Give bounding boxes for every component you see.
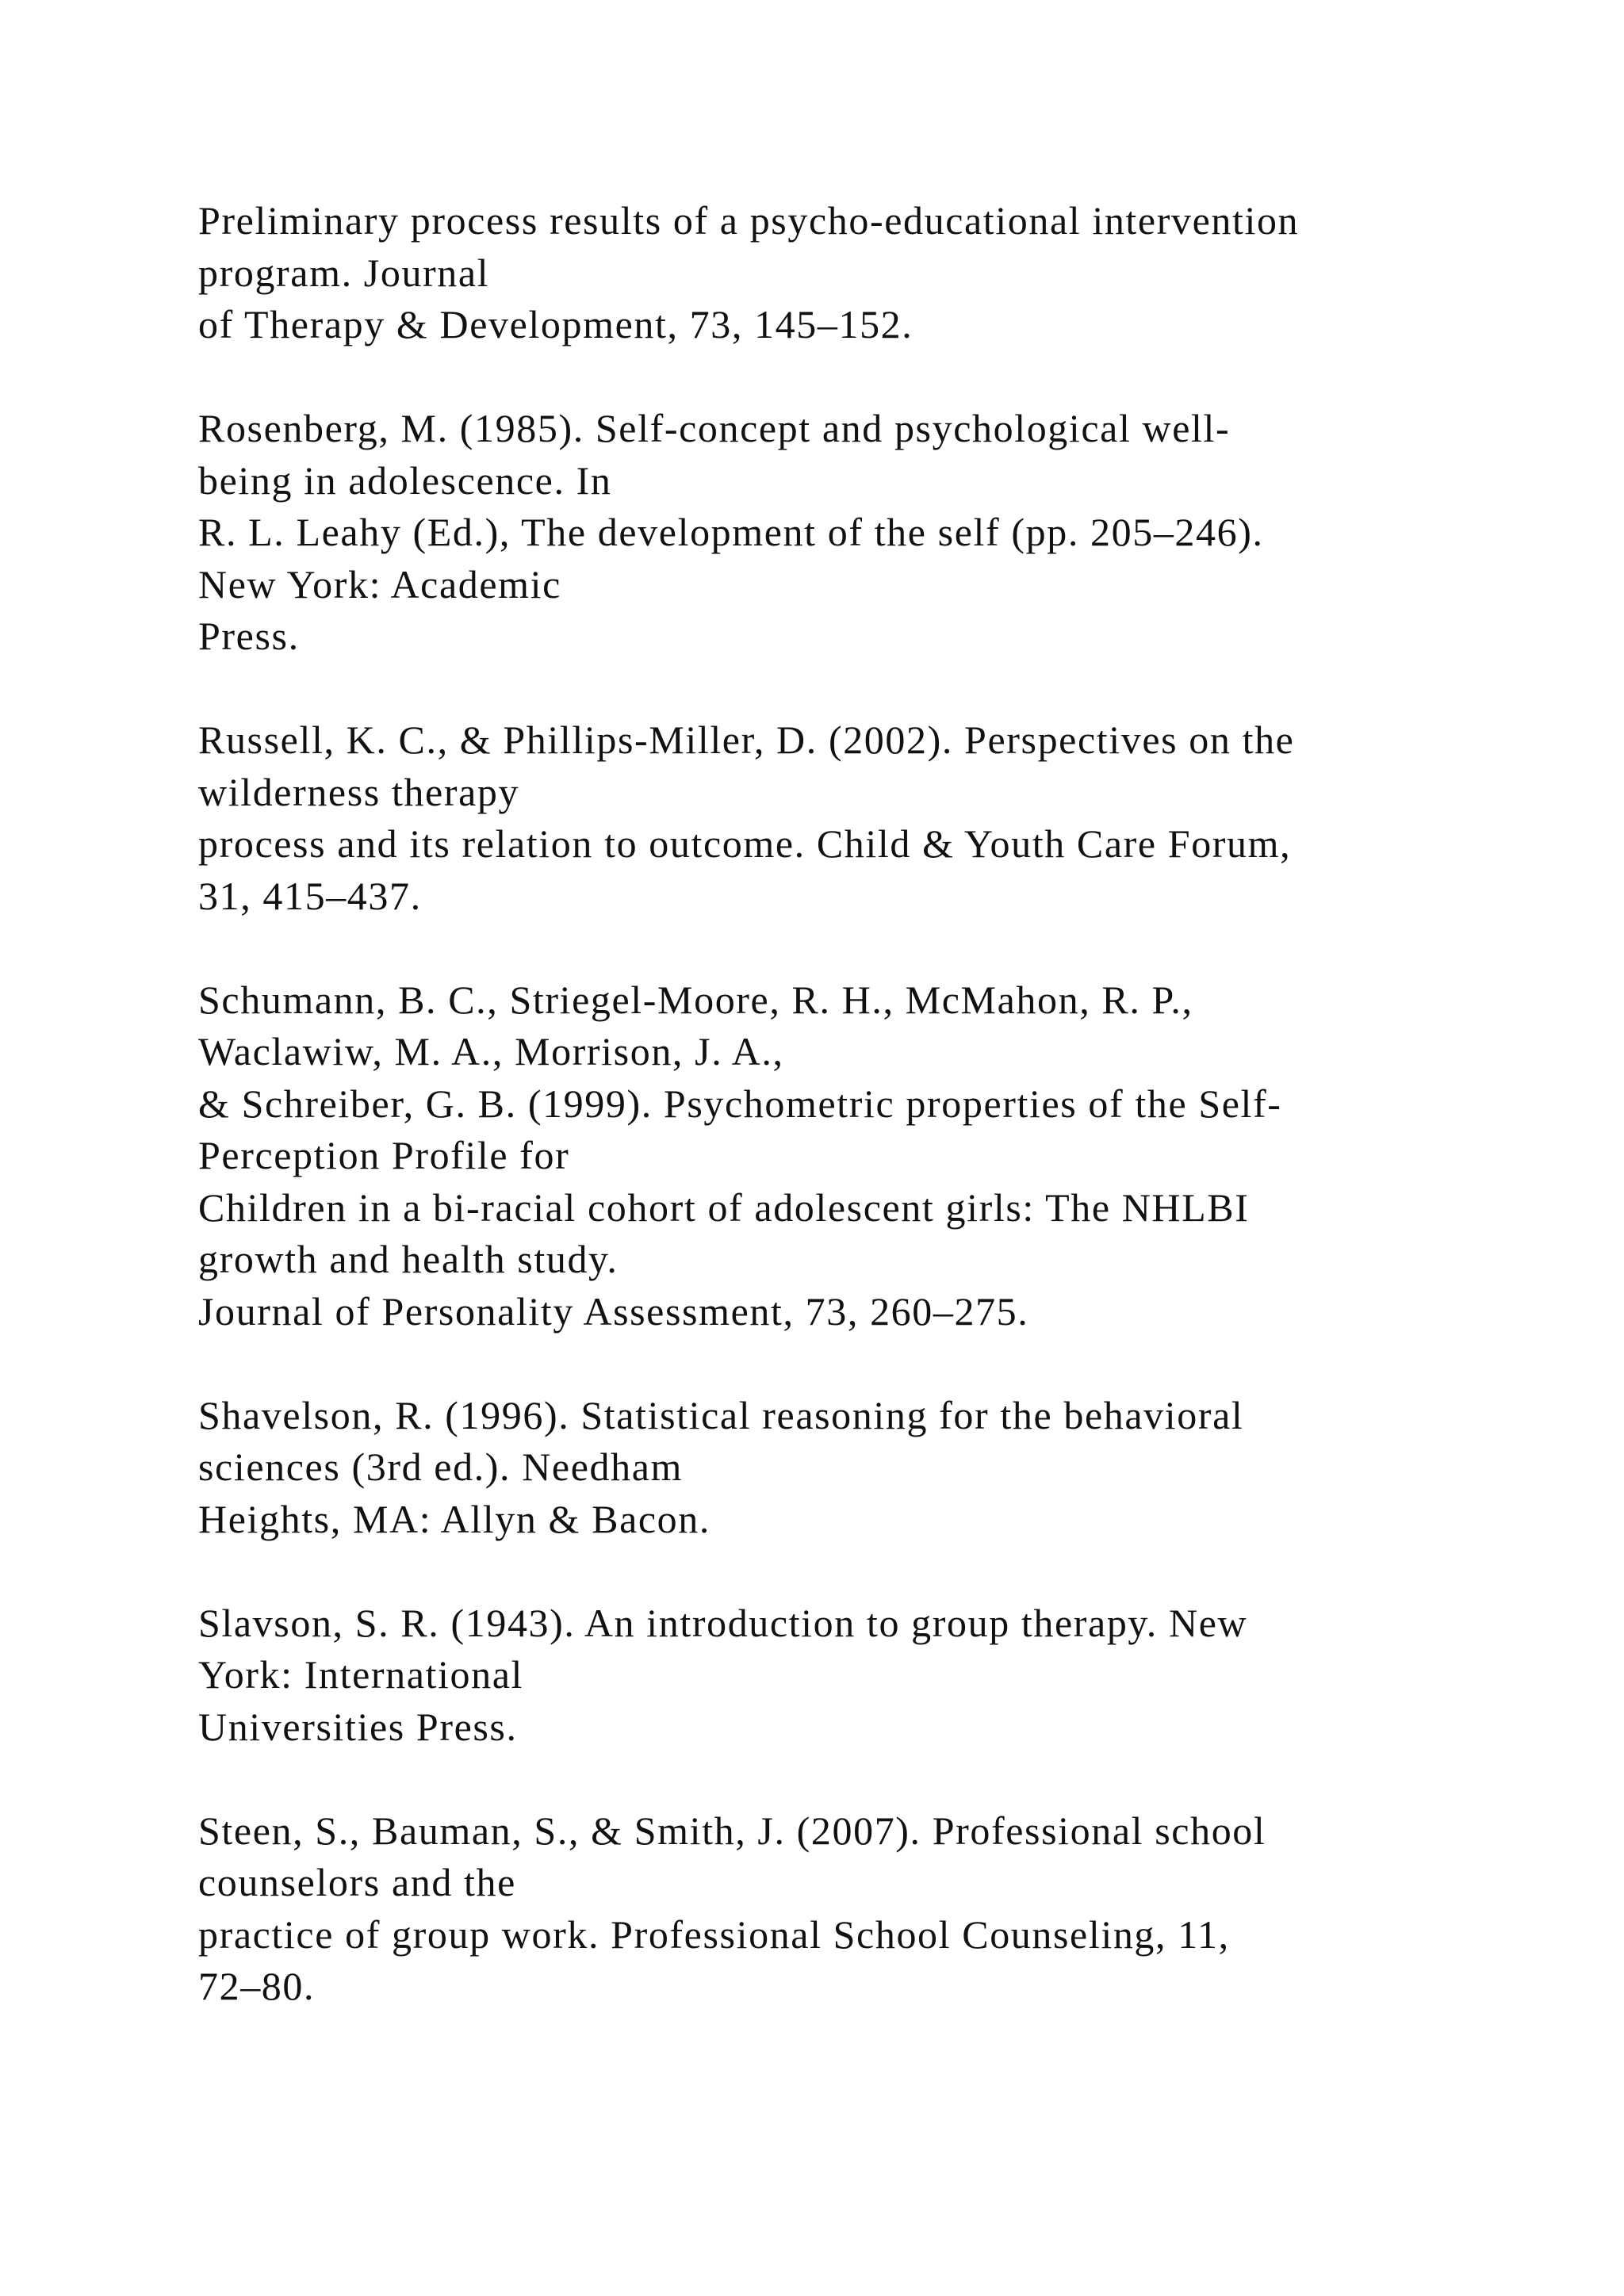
reference-entry [198, 714, 1546, 922]
reference-line: of Therapy & Development, 73, 145–152. [198, 302, 914, 346]
reference-line: 31, 415–437. [198, 873, 422, 918]
reference-entry [198, 1390, 1546, 1546]
reference-line: Journal of Personality Assessment, 73, 260–275. [198, 1288, 1029, 1334]
reference-line: R. L. Leahy (Ed.), The development of the self (pp. 205–246). [198, 510, 1264, 554]
reference-line: Rosenberg, M. (1985). Self-concept and psychological well- [198, 406, 1231, 450]
reference-line: Preliminary process results of a psycho-educational intervention [198, 198, 1300, 243]
reference-line: Universities Press. [198, 1704, 518, 1749]
reference-line: practice of group work. Professional School Counseling, 11, [198, 1911, 1230, 1957]
reference-line: Perception Profile for [198, 1133, 570, 1177]
reference-line: 72–80. [198, 1964, 316, 2008]
reference-line: process and its relation to outcome. Child & Youth Care Forum, [198, 821, 1292, 866]
reference-line: program. Journal [198, 250, 490, 295]
reference-list [198, 195, 1546, 2064]
reference-line: sciences (3rd ed.). Needham [198, 1445, 683, 1489]
reference-line: Russell, K. C., & Phillips-Miller, D. (2002). Perspectives on the [198, 718, 1295, 762]
reference-entry [198, 403, 1546, 663]
reference-line: & Schreiber, G. B. (1999). Psychometric properties of the Self- [198, 1081, 1282, 1126]
reference-line: Children in a bi-racial cohort of adolescent girls: The NHLBI [198, 1184, 1250, 1230]
reference-line: New York: Academic [198, 561, 561, 607]
reference-entry [198, 974, 1546, 1338]
reference-entry [198, 195, 1546, 351]
reference-line: Schumann, B. C., Striegel-Moore, R. H., McMahon, R. P., [198, 977, 1193, 1022]
reference-line: Press. [198, 614, 300, 658]
reference-line: Waclawiw, M. A., Morrison, J. A., [198, 1029, 784, 1073]
reference-line: counselors and the [198, 1860, 516, 1904]
reference-line: growth and health study. [198, 1237, 619, 1281]
reference-line: Slavson, S. R. (1943). An introduction to group therapy. New [198, 1600, 1248, 1645]
reference-line: Heights, MA: Allyn & Bacon. [198, 1496, 710, 1541]
reference-entry [198, 1805, 1546, 2013]
reference-line: York: International [198, 1652, 523, 1697]
reference-entry [198, 1598, 1546, 1754]
reference-line: being in adolescence. In [198, 457, 612, 503]
reference-line: Shavelson, R. (1996). Statistical reasoning for the behavioral [198, 1392, 1244, 1437]
reference-line: wilderness therapy [198, 769, 520, 814]
reference-line: Steen, S., Bauman, S., & Smith, J. (2007). Professional school [198, 1808, 1266, 1853]
